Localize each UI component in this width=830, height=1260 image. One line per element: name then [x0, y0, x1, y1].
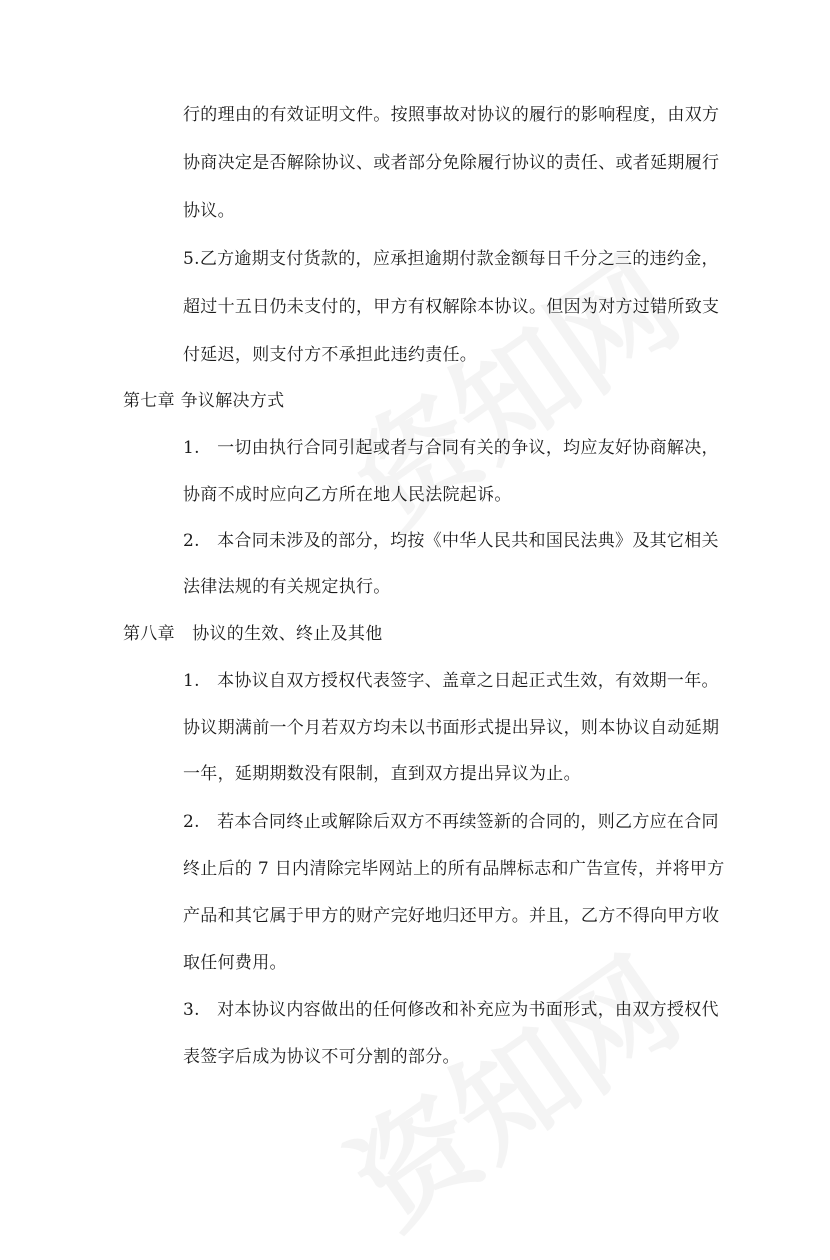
chapter-heading: 第八章 协议的生效、终止及其他 — [123, 624, 383, 644]
paragraph-line: 付延迟，则支付方不承担此违约责任。 — [183, 345, 478, 365]
paragraph-line: 2. 若本合同终止或解除后双方不再续签新的合同的，则乙方应在合同 — [183, 812, 719, 832]
paragraph-line: 协商不成时应向乙方所在地人民法院起诉。 — [183, 485, 512, 505]
paragraph-line: 协议。 — [183, 201, 235, 221]
paragraph-line: 取任何费用。 — [183, 953, 287, 973]
paragraph-line: 一年，延期期数没有限制，直到双方提出异议为止。 — [183, 764, 581, 784]
paragraph-line: 协商决定是否解除协议、或者部分免除履行协议的责任、或者延期履行 — [183, 153, 720, 173]
chapter-heading: 第七章 争议解决方式 — [123, 391, 285, 411]
watermark-logo — [313, 912, 707, 1259]
paragraph-line: 终止后的 7 日内清除完毕网站上的所有品牌标志和广告宣传，并将甲方 — [183, 859, 725, 879]
paragraph-line: 2. 本合同未涉及的部分，均按《中华人民共和国民法典》及其它相关 — [183, 531, 719, 551]
paragraph-line: 表签字后成为协议不可分割的部分。 — [183, 1047, 460, 1067]
paragraph-line: 3. 对本协议内容做出的任何修改和补充应为书面形式，由双方授权代 — [183, 1000, 719, 1020]
paragraph-line: 行的理由的有效证明文件。按照事故对协议的履行的影响程度，由双方 — [183, 105, 720, 125]
paragraph-line: 5.乙方逾期支付货款的，应承担逾期付款金额每日千分之三的违约金， — [183, 249, 719, 269]
paragraph-line: 产品和其它属于甲方的财产完好地归还甲方。并且，乙方不得向甲方收 — [183, 906, 720, 926]
paragraph-line: 1. 本协议自双方授权代表签字、盖章之日起正式生效，有效期一年。 — [183, 671, 719, 691]
paragraph-line: 1. 一切由执行合同引起或者与合同有关的争议，均应友好协商解决， — [183, 438, 719, 458]
paragraph-line: 超过十五日仍未支付的，甲方有权解除本协议。但因为对方过错所致支 — [183, 297, 720, 317]
paragraph-line: 协议期满前一个月若双方均未以书面形式提出异议，则本协议自动延期 — [183, 718, 720, 738]
paragraph-line: 法律法规的有关规定执行。 — [183, 577, 391, 597]
